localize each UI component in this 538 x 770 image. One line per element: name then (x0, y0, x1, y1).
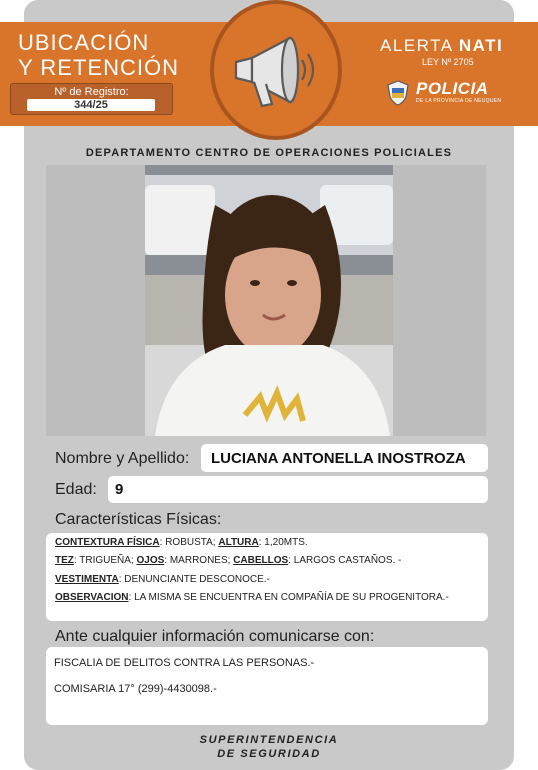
feature-key: TEZ (55, 555, 74, 566)
alert-title-line2: Y RETENCIÓN (18, 55, 179, 80)
alert-program (380, 36, 503, 56)
age-field (108, 476, 488, 503)
footer-line2: DE SEGURIDAD (217, 748, 321, 760)
feature-key: OBSERVACION (55, 592, 129, 603)
person-age: 9 (115, 481, 124, 498)
department-title: DEPARTAMENTO CENTRO DE OPERACIONES POLICIALES (85, 147, 453, 159)
alert-title-line1: UBICACIÓN (18, 30, 150, 55)
feature-line-2 (55, 555, 401, 566)
feature-value: : 1,20MTS. (258, 537, 308, 548)
feature-key: CONTEXTURA FÍSICA (55, 537, 160, 548)
contact-line-2: COMISARIA 17° (299)-4430098.- (54, 683, 217, 695)
feature-line-1 (55, 537, 308, 548)
alert-name: NATI (458, 36, 504, 55)
alert-prefix: ALERTA (380, 36, 459, 55)
feature-value: : LA MISMA SE ENCUENTRA EN COMPAÑÍA DE SU PROGENITORA.- (128, 592, 449, 603)
feature-line-3 (55, 574, 270, 585)
feature-value: : TRIGUEÑA; (73, 555, 137, 566)
registration-box (10, 83, 173, 115)
feature-key: ALTURA (218, 537, 259, 548)
alert-title (18, 30, 179, 80)
features-heading: Características Físicas: (55, 511, 222, 528)
police-subtitle: DE LA PROVINCIA DE NEUQUEN (416, 98, 502, 104)
law-number: LEY Nº 2705 (422, 57, 474, 67)
registration-label: Nº de Registro: (54, 86, 129, 98)
age-label: Edad: (55, 481, 97, 498)
feature-value: : LARGOS CASTAÑOS. - (288, 555, 402, 566)
police-name: POLICIA (416, 79, 489, 98)
feature-key: OJOS (136, 555, 165, 566)
feature-value: : MARRONES; (164, 555, 234, 566)
megaphone-icon (228, 28, 324, 112)
feature-value: : DENUNCIANTE DESCONOCE.- (118, 574, 270, 585)
registration-number: 344/25 (27, 99, 155, 111)
police-badge-icon (385, 79, 411, 107)
missing-person-photo (145, 165, 393, 436)
feature-line-4 (55, 592, 449, 603)
feature-value: : ROBUSTA; (159, 537, 219, 548)
person-name: LUCIANA ANTONELLA INOSTROZA (211, 450, 466, 467)
feature-key: CABELLOS (233, 555, 289, 566)
feature-key: VESTIMENTA (55, 574, 119, 585)
contact-heading: Ante cualquier información comunicarse con: (55, 628, 375, 645)
footer-line1: SUPERINTENDENCIA (199, 734, 339, 746)
name-label: Nombre y Apellido: (55, 450, 190, 467)
footer-org (24, 733, 514, 761)
contact-line-1: FISCALIA DE DELITOS CONTRA LAS PERSONAS.- (54, 657, 315, 669)
